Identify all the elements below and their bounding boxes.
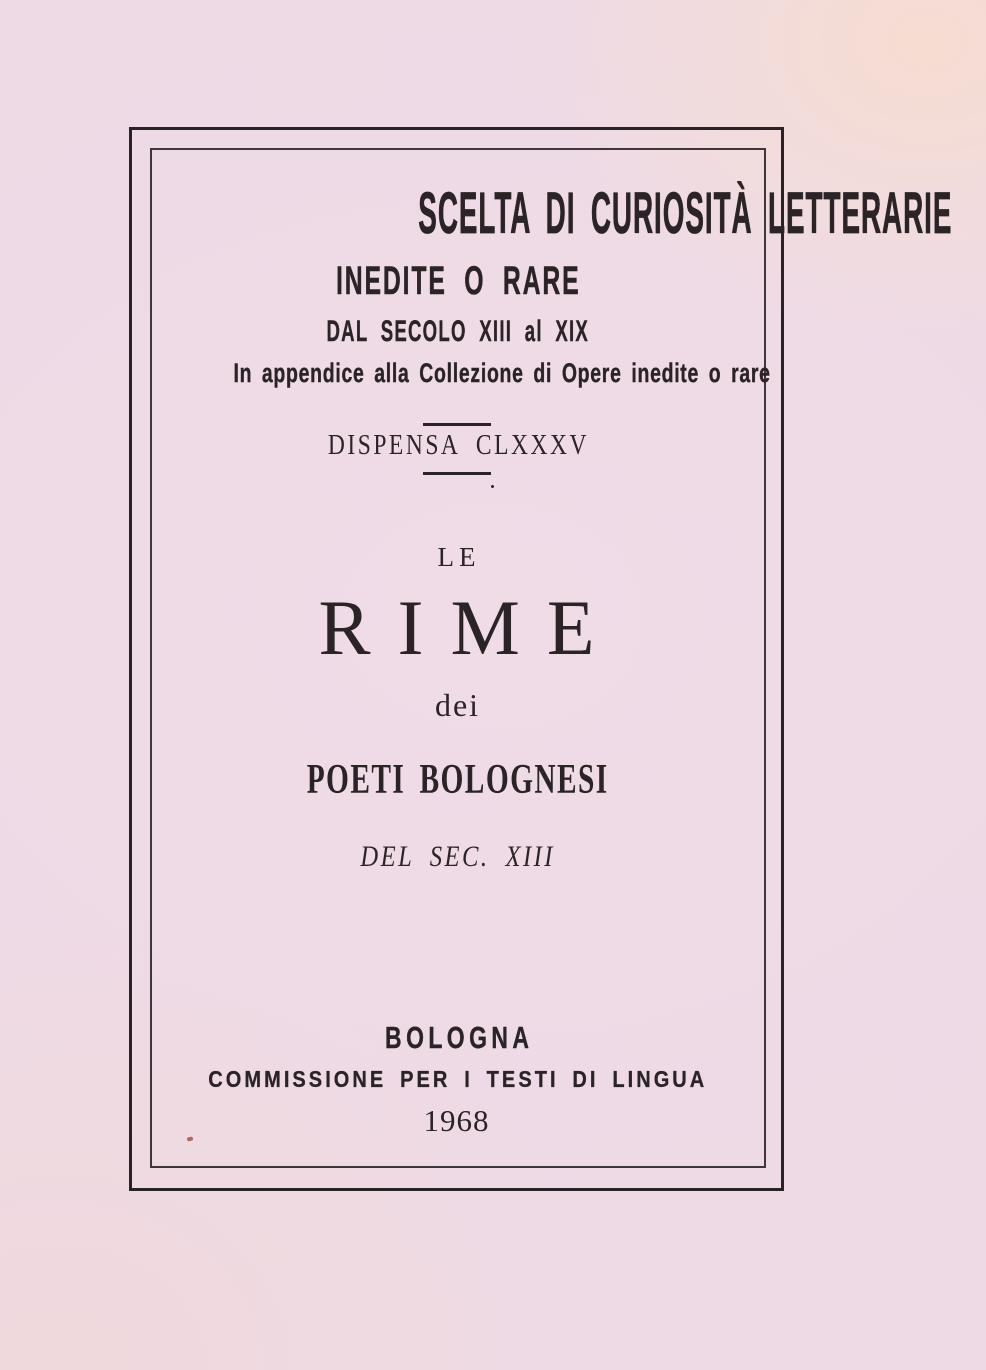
work-period-text: DEL SEC. XIII [360, 840, 556, 873]
work-subject-text: POETI BOLOGNESI [306, 757, 609, 803]
paper-speck [187, 1136, 194, 1141]
imprint-publisher [129, 1068, 784, 1091]
ink-speck [491, 485, 494, 488]
series-appendix-note-text: In appendice alla Collezione di Opere inedite o rare [233, 358, 771, 388]
series-issue-number [129, 432, 784, 460]
series-century-range-text: DAL SECOLO XIII al XIX [326, 315, 589, 348]
work-period [129, 842, 784, 872]
series-title-text: SCELTA DI CURIOSITÀ LETTERARIE [418, 181, 953, 246]
ornament-rule-bottom [423, 472, 491, 475]
series-title [129, 181, 953, 246]
imprint-publisher-text: COMMISSIONE PER I TESTI DI LINGUA [208, 1066, 708, 1092]
work-main-title-text: RIME [318, 584, 622, 671]
work-pre-title-text: LE [437, 542, 481, 572]
work-main-title [129, 584, 784, 671]
imprint-year [129, 1105, 784, 1136]
title-page-text-layer [129, 0, 953, 1370]
series-subtitle-text: INEDITE O RARE [335, 259, 581, 303]
work-connector-text: dei [434, 687, 481, 723]
imprint-city-text: BOLOGNA [385, 1020, 534, 1055]
ornament-rule-top [423, 423, 491, 426]
imprint-year-text: 1968 [423, 1103, 490, 1138]
series-subtitle [129, 261, 784, 301]
work-connector [129, 689, 784, 721]
work-subject [129, 759, 784, 801]
series-issue-number-text: DISPENSA CLXXXV [327, 430, 589, 461]
series-appendix-note [129, 360, 784, 387]
series-century-range [129, 317, 784, 347]
work-pre-title [129, 544, 784, 571]
imprint-city [129, 1022, 784, 1053]
